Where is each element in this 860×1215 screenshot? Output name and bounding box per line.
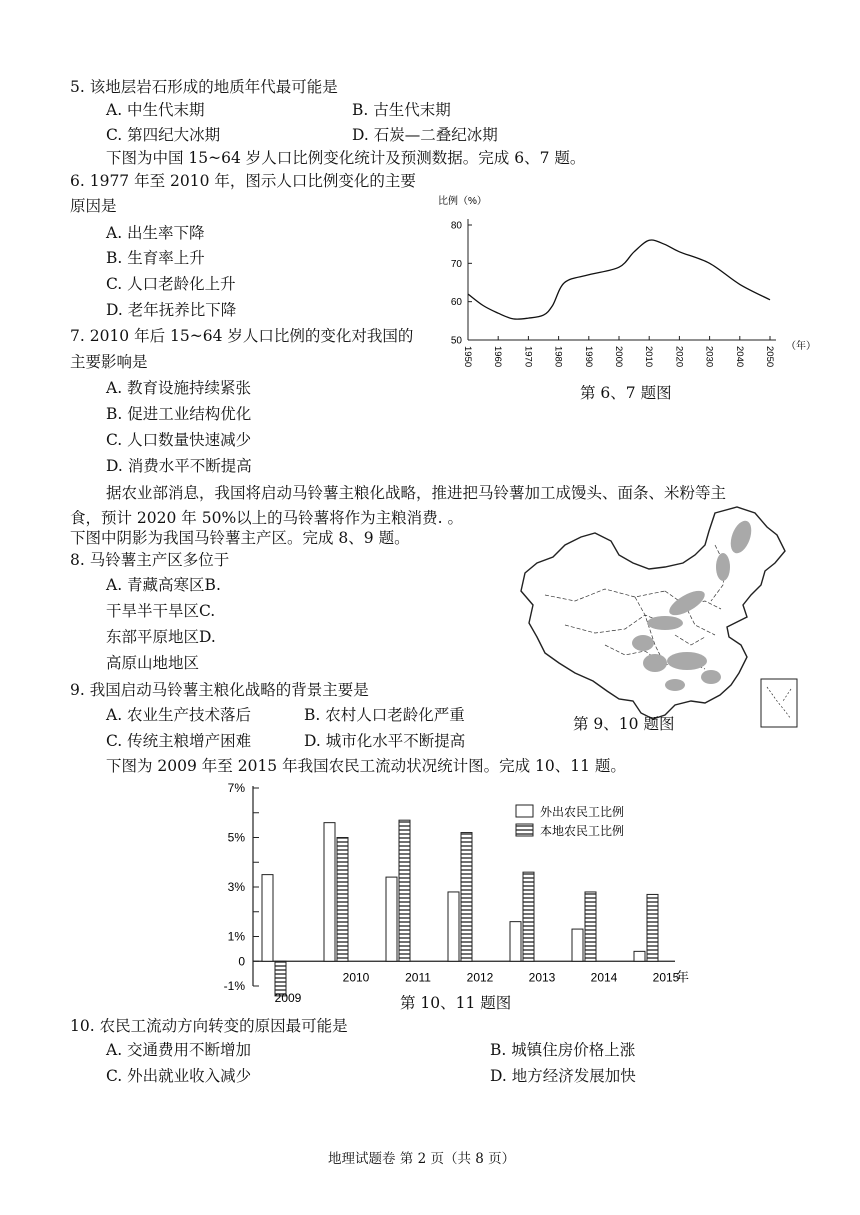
q10-stem: 10. 农民工流动方向转变的原因最可能是 [70, 1017, 348, 1035]
legend-swatch-local [516, 824, 533, 836]
bar-outbound-2015 [634, 951, 645, 961]
bar-chart-ytick-label: 0 [238, 954, 245, 969]
bar-outbound-2013 [510, 922, 521, 962]
line-chart-xtick-label: 1960 [492, 346, 504, 368]
bar-outbound-2010 [324, 823, 335, 962]
legend-label-local: 本地农民工比例 [540, 824, 625, 838]
bar-local-2010 [337, 838, 348, 962]
china-potato-region-map [515, 505, 805, 735]
line-chart-xtick-label: 2000 [613, 346, 624, 368]
q5-stem: 5. 该地层岩石形成的地质年代最可能是 [70, 78, 338, 96]
region-northwest [632, 635, 654, 651]
intro-q8-q9-line2: 食，预计 2020 年 50%以上的马铃薯将作为主粮消费. 。 [70, 509, 464, 527]
figure-9-10-caption: 第 9、10 题图 [573, 715, 675, 733]
bar-chart-xlabel: 2013 [528, 970, 556, 985]
bar-local-2015 [647, 894, 658, 961]
bar-chart-ytick-label: 1% [227, 929, 245, 944]
q9-option-b: B. 农村人口老龄化严重 [304, 706, 465, 724]
line-chart-ytick-label: 50 [450, 335, 462, 347]
line-chart-ytick-label: 70 [450, 258, 462, 270]
line-chart-xtick-label: 2010 [643, 346, 655, 368]
q9-option-a: A. 农业生产技术落后 [106, 706, 252, 724]
q10-option-c: C. 外出就业收入减少 [106, 1067, 252, 1085]
q8-line-1: A. 青藏高寒区B. [106, 576, 221, 594]
q10-option-b: B. 城镇住房价格上涨 [490, 1041, 636, 1059]
q7-stem-line1: 7. 2010 年后 15~64 岁人口比例的变化对我国的 [70, 327, 414, 345]
q5-option-b: B. 古生代末期 [352, 101, 451, 119]
bar-outbound-2009 [262, 875, 273, 962]
q8-stem: 8. 马铃薯主产区多位于 [70, 551, 230, 569]
q6-option-a: A. 出生率下降 [106, 224, 205, 242]
bar-chart-ytick-label: 5% [227, 830, 245, 845]
region-sw2 [665, 679, 685, 691]
bar-local-2014 [585, 892, 596, 961]
q6-option-c: C. 人口老龄化上升 [106, 275, 236, 293]
q10-option-a: A. 交通费用不断增加 [106, 1041, 252, 1059]
line-chart-xtick-label: 1970 [522, 346, 534, 368]
line-series [468, 240, 770, 319]
q8-line-4: 高原山地地区 [106, 654, 200, 672]
region-south [701, 670, 721, 684]
line-chart-xtick-label: 2030 [703, 346, 715, 368]
bar-chart-xlabel: 2010 [342, 970, 370, 985]
bar-legend [516, 804, 624, 838]
line-chart-xtick-label: 1990 [582, 346, 594, 368]
bar-local-2013 [523, 872, 534, 961]
line-chart-xtick-label: 2040 [733, 346, 745, 368]
bar-local-2011 [399, 820, 410, 961]
q7-option-b: B. 促进工业结构优化 [106, 405, 252, 423]
bar-outbound-2014 [572, 929, 583, 961]
q10-option-d: D. 地方经济发展加快 [490, 1067, 636, 1085]
intro-q6-q7: 下图为中国 15~64 岁人口比例变化统计及预测数据。完成 6、7 题。 [106, 149, 586, 167]
bar-chart-xunit: 年 [676, 969, 690, 985]
bar-chart-xlabel: 2011 [405, 970, 431, 985]
line-chart-xtick-label: 2020 [673, 346, 685, 368]
q6-option-d: D. 老年抚养比下降 [106, 301, 237, 319]
q6-option-b: B. 生育率上升 [106, 249, 205, 267]
q7-option-a: A. 教育设施持续紧张 [106, 379, 252, 397]
q7-stem-line2: 主要影响是 [70, 353, 148, 371]
line-chart-xtick-label: 1980 [552, 346, 564, 368]
bar-chart-ytick-label: -1% [223, 979, 245, 993]
q6-stem-line2: 原因是 [70, 197, 117, 215]
region-south-central [667, 652, 707, 670]
bar-chart-xlabel: 2009 [274, 991, 302, 1005]
line-chart-ytick-label: 60 [450, 297, 462, 309]
intro-q8-q9-line1: 据农业部消息，我国将启动马铃薯主粮化战略，推进把马铃薯加工成馒头、面条、米粉等主 [106, 484, 727, 502]
q7-option-c: C. 人口数量快速减少 [106, 431, 252, 449]
bar-local-2012 [461, 833, 472, 962]
bar-chart-ytick-label: 7% [227, 781, 245, 795]
intro-q10-q11: 下图为 2009 年至 2015 年我国农民工流动状况统计图。完成 10、11 题。 [106, 757, 626, 775]
bar-chart-xlabel: 2012 [466, 970, 494, 985]
q6-stem-line1: 6. 1977 年至 2010 年，图示人口比例变化的主要 [70, 172, 416, 190]
line-chart-ytick-label: 80 [450, 220, 462, 232]
line-chart-xlabel: （年） [786, 341, 816, 352]
q9-option-c: C. 传统主粮增产困难 [106, 732, 252, 750]
figure-6-7-caption: 第 6、7 题图 [580, 384, 672, 402]
migrant-worker-bar-chart [220, 776, 700, 1008]
q9-stem: 9. 我国启动马铃薯主粮化战略的背景主要是 [70, 681, 369, 699]
q5-option-d: D. 石炭—二叠纪冰期 [352, 126, 498, 144]
bar-outbound-2012 [448, 892, 459, 961]
q5-option-a: A. 中生代末期 [106, 101, 205, 119]
page-footer: 地理试题卷 第 2 页（共 8 页） [328, 1151, 516, 1167]
q5-option-c: C. 第四纪大冰期 [106, 126, 221, 144]
population-ratio-line-chart [436, 190, 826, 370]
bar-chart-xlabel: 2015 [652, 970, 680, 985]
bar-chart-xlabel: 2014 [590, 970, 618, 985]
intro-q8-q9-line3: 下图中阴影为我国马铃薯主产区。完成 8、9 题。 [70, 529, 410, 547]
q8-line-2: 干旱半干旱区C. [106, 602, 216, 620]
legend-swatch-outbound [516, 805, 533, 817]
bar-chart-ytick-label: 3% [227, 880, 245, 894]
line-chart-ylabel: 比例（%） [438, 196, 487, 207]
line-chart-xtick-label: 2050 [764, 346, 775, 368]
q9-option-d: D. 城市化水平不断提高 [304, 732, 466, 750]
q8-line-3: 东部平原地区D. [106, 628, 216, 646]
region-north-2 [647, 616, 683, 630]
bar-outbound-2011 [386, 877, 397, 961]
line-chart-xtick-label: 1950 [462, 346, 473, 368]
figure-10-11-caption: 第 10、11 题图 [400, 994, 512, 1012]
region-northeast-2 [716, 553, 730, 581]
region-southwest [643, 654, 667, 672]
q7-option-d: D. 消费水平不断提高 [106, 457, 252, 475]
legend-label-outbound: 外出农民工比例 [540, 805, 625, 819]
